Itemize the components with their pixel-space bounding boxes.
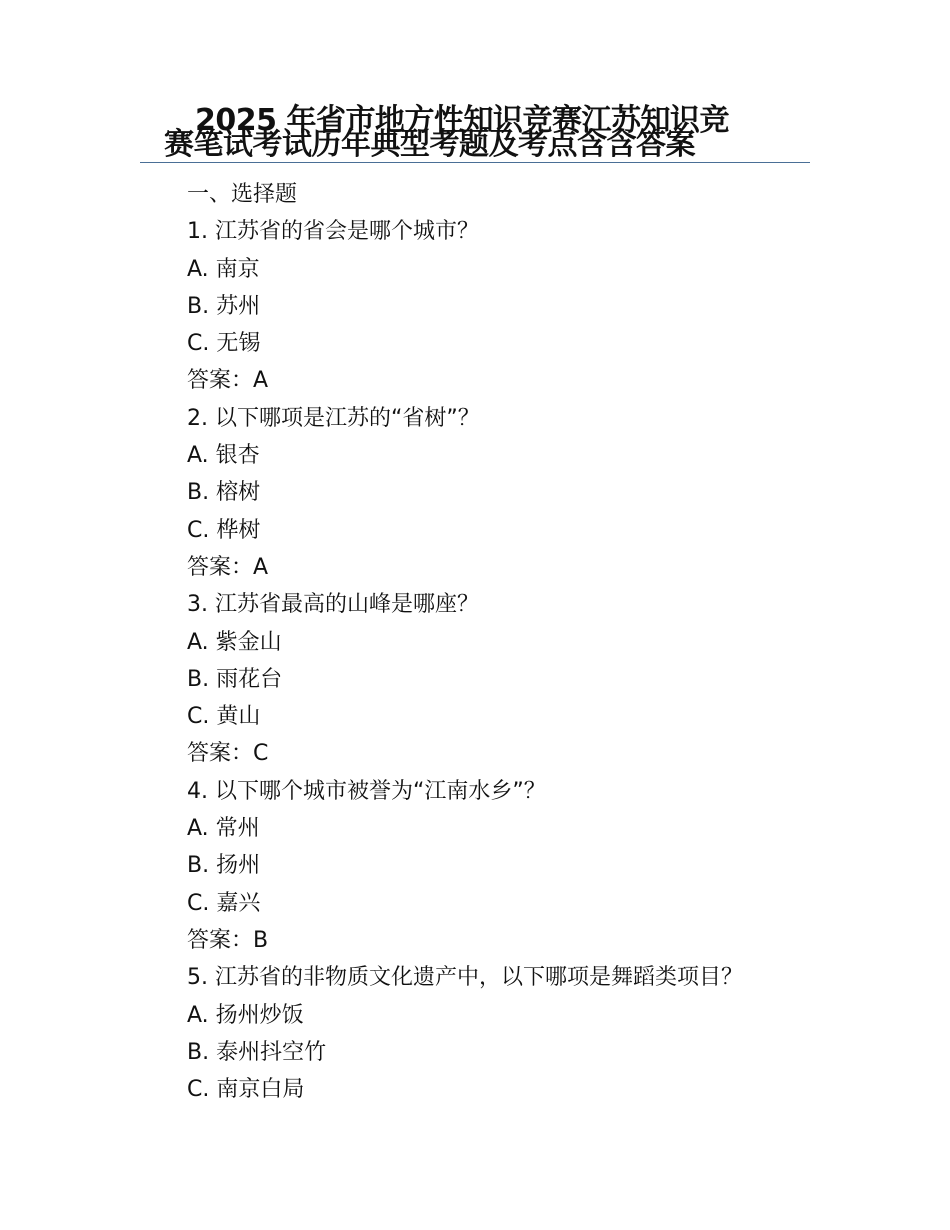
option-a: A. 银杏 <box>187 443 260 469</box>
question-block-5 <box>187 959 907 1108</box>
option-b: B. 榕树 <box>187 480 261 506</box>
document-title <box>140 104 810 163</box>
option-b: B. 苏州 <box>187 293 261 319</box>
option-c: C. 无锡 <box>187 331 261 357</box>
option-b: B. 雨花台 <box>187 666 283 692</box>
option-c: C. 黄山 <box>187 704 261 730</box>
question-text: 1. 江苏省的省会是哪个城市？ <box>187 219 479 245</box>
option-a: A. 扬州炒饭 <box>187 1002 304 1028</box>
question-text: 3. 江苏省最高的山峰是哪座？ <box>187 592 479 618</box>
option-a: A. 常州 <box>187 816 260 842</box>
question-text: 4. 以下哪个城市被誉为“江南水乡”？ <box>187 778 546 804</box>
question-block-3 <box>187 586 907 772</box>
option-c: C. 桦树 <box>187 517 261 543</box>
question-block-2 <box>187 400 907 586</box>
answer-line: 答案：C <box>187 741 269 767</box>
question-block-4 <box>187 773 907 959</box>
option-c: C. 嘉兴 <box>187 890 261 916</box>
title-line-2: 赛笔试考试历年典型考题及考点含含答案 <box>164 127 695 162</box>
answer-line: 答案：A <box>187 368 269 394</box>
section-heading: 一、选择题 <box>187 182 298 207</box>
question-block-1 <box>187 213 907 399</box>
title-line-1: 2025 年省市地方性知识竞赛江苏知识竞 <box>195 103 729 138</box>
document-body <box>187 176 907 1108</box>
option-c: C. 南京白局 <box>187 1077 305 1103</box>
answer-line: 答案：B <box>187 927 269 953</box>
option-a: A. 南京 <box>187 256 260 282</box>
question-text: 5. 江苏省的非物质文化遗产中，以下哪项是舞蹈类项目？ <box>187 965 743 991</box>
answer-line: 答案：A <box>187 554 269 580</box>
question-text: 2. 以下哪项是江苏的“省树”？ <box>187 405 480 431</box>
option-a: A. 紫金山 <box>187 629 282 655</box>
option-b: B. 扬州 <box>187 853 261 879</box>
option-b: B. 泰州抖空竹 <box>187 1039 327 1065</box>
